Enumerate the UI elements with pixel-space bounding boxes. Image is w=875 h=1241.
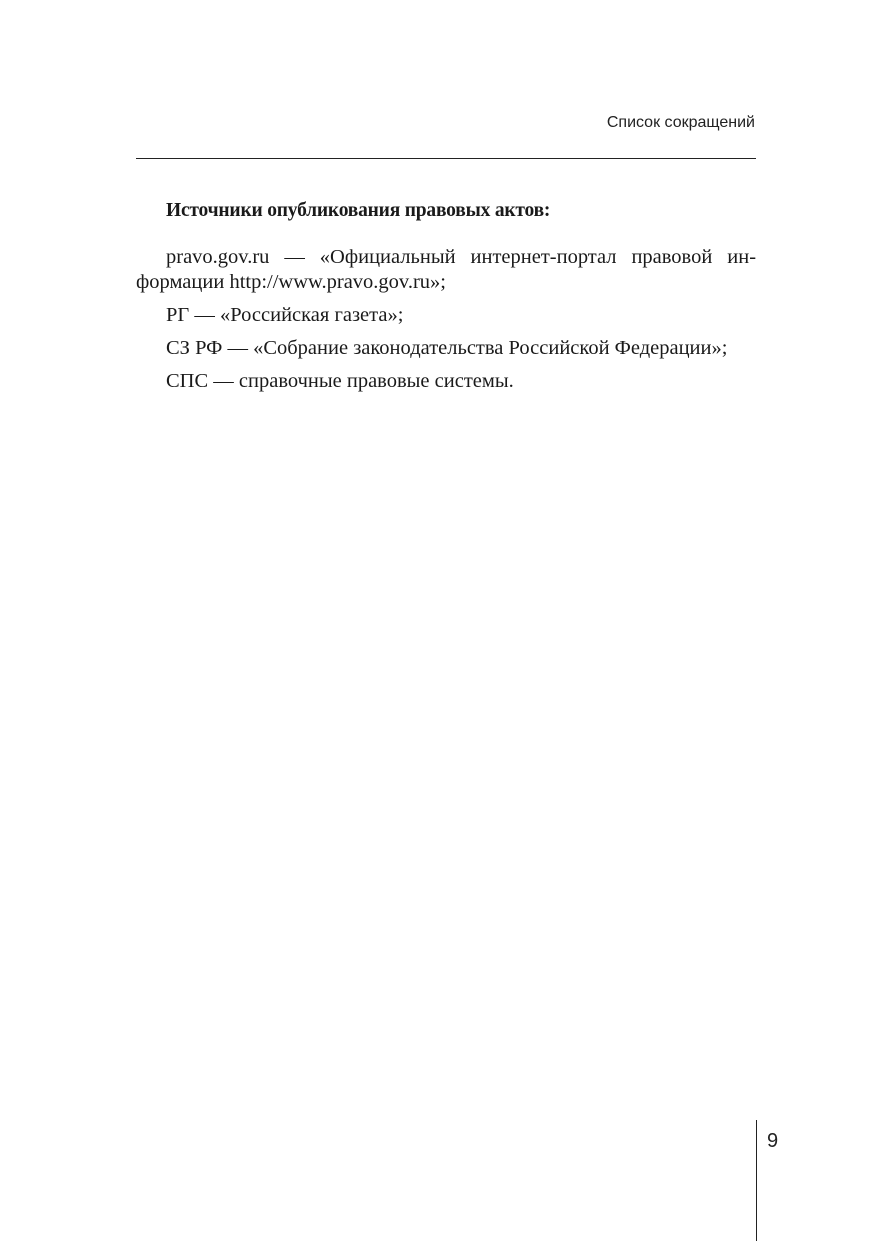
- abbreviation-entry-pravo: pravo.gov.ru — «Официальный интернет-портал правовой информации http://www.pravo.gov.ru»;: [136, 246, 757, 293]
- entry-definition: «Собрание законодательства Российской Федерации»;: [253, 337, 728, 359]
- entry-term: СПС: [166, 370, 209, 392]
- running-header: Список сокращений: [606, 114, 755, 131]
- entry-term: РГ: [166, 304, 190, 326]
- abbreviation-entry-sz-rf: СЗ РФ — «Собрание законодательства Российской Федерации»;: [166, 337, 728, 359]
- entry-definition: «Официальный интернет-портал правовой информации http://www.pravo.gov.ru»;: [136, 246, 757, 293]
- entry-definition: справочные правовые системы.: [238, 370, 514, 392]
- abbreviation-entry-sps: СПС — справочные правовые системы.: [166, 370, 514, 392]
- entry-definition: «Российская газета»;: [220, 304, 404, 326]
- entry-term: pravo.gov.ru: [166, 246, 270, 268]
- abbreviation-entry-rg: РГ — «Российская газета»;: [166, 304, 404, 326]
- entry-term: СЗ РФ: [166, 337, 223, 359]
- page-number: 9: [767, 1130, 779, 1152]
- page-content: [136, 198, 756, 402]
- header-divider: [136, 158, 756, 159]
- page-number-divider: [756, 1120, 757, 1241]
- section-heading: Источники опубликования правовых актов:: [166, 200, 551, 221]
